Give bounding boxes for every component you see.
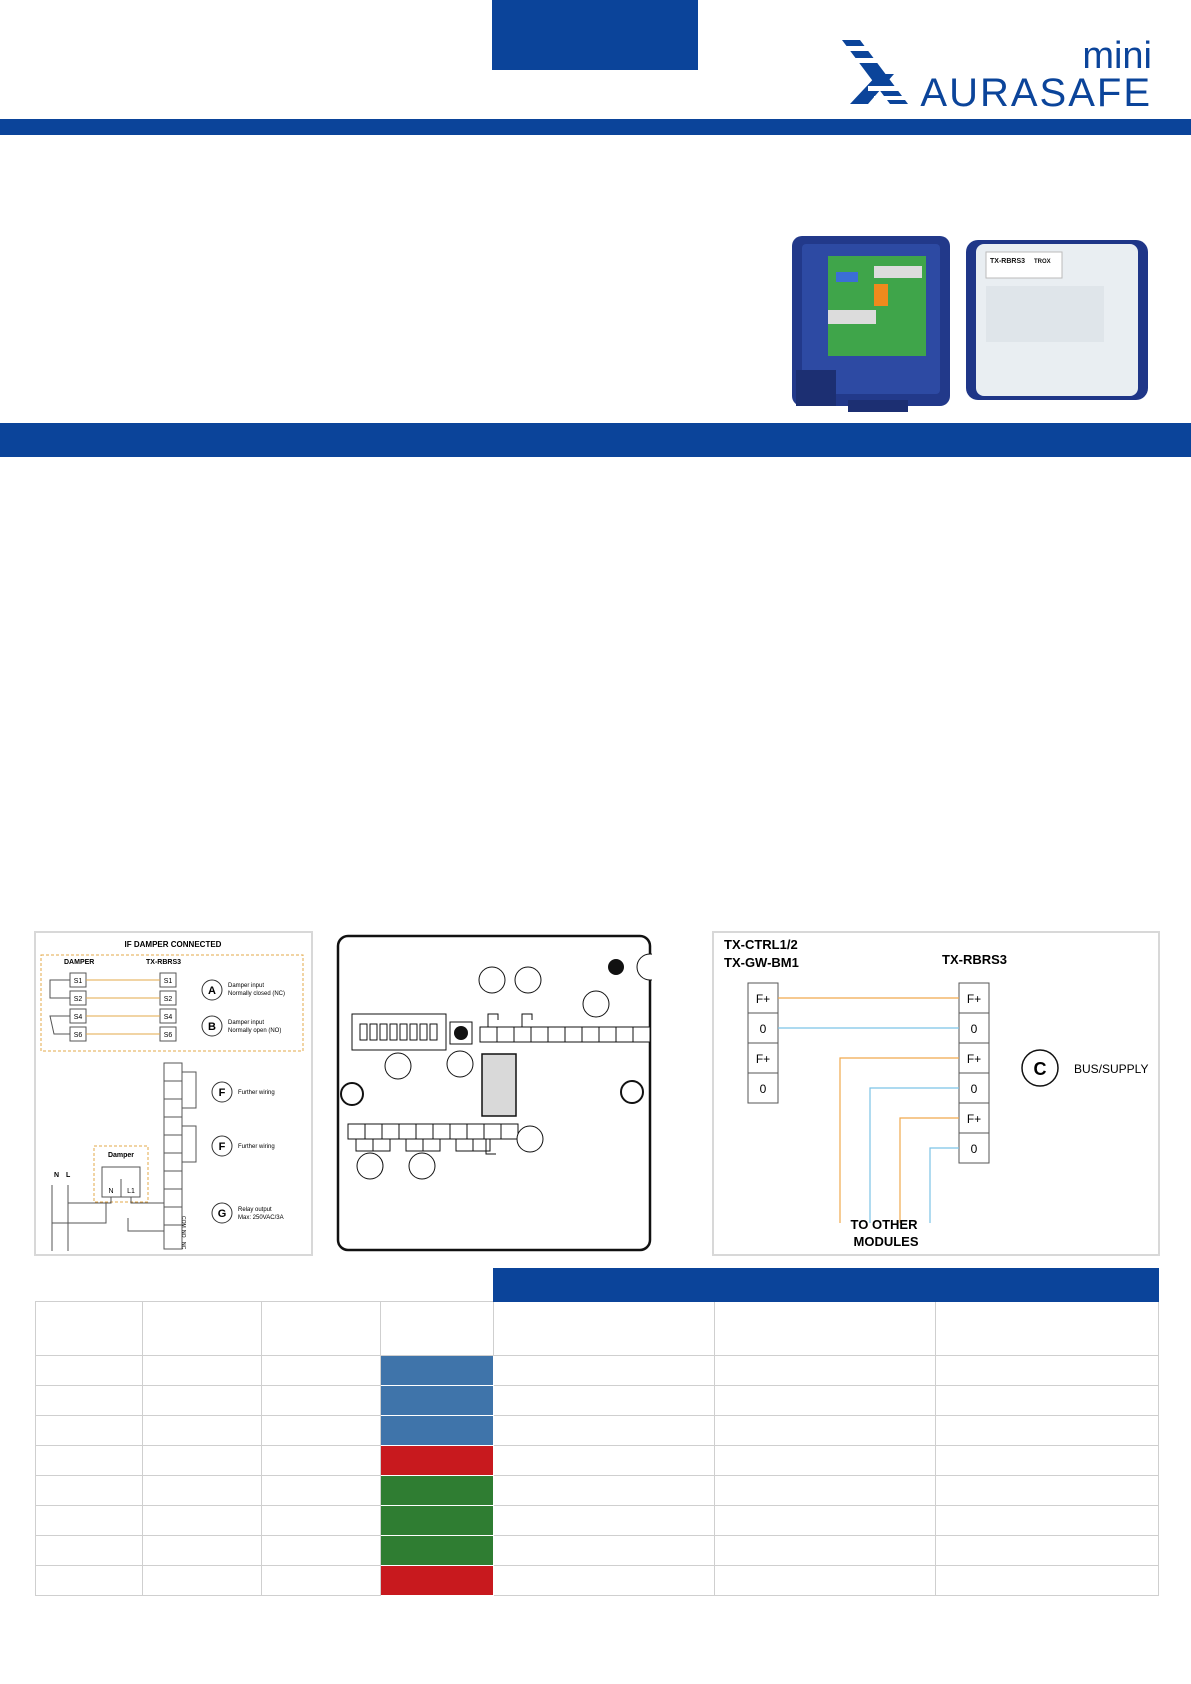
svg-text:N: N (54, 1172, 60, 1179)
table-cell (36, 1356, 143, 1386)
table-cell (262, 1356, 381, 1386)
table-cell (143, 1446, 262, 1476)
table-cell (715, 1356, 936, 1386)
table-cell (494, 1506, 715, 1536)
brand-mini: mini (1082, 35, 1152, 77)
module-terminal: S1 (163, 978, 173, 985)
terminal-rows (50, 973, 176, 1041)
table-cell (494, 1536, 715, 1566)
bus-left-title-2: TX-GW-BM1 (724, 955, 799, 970)
status-color-cell (381, 1566, 494, 1596)
table-cell (262, 1506, 381, 1536)
bus-left-title-1: TX-CTRL1/2 (724, 937, 798, 952)
svg-text:B: B (208, 1021, 216, 1033)
svg-text:F+: F+ (966, 1112, 982, 1126)
svg-text:NO: NO (180, 1230, 186, 1238)
status-color-cell (381, 1416, 494, 1446)
table-cell (143, 1386, 262, 1416)
col-module: TX-RBRS3 (146, 959, 182, 966)
table-cell (143, 1356, 262, 1386)
left-terminals (748, 983, 778, 1103)
svg-text:Damper: Damper (107, 1152, 135, 1159)
callout-a (202, 980, 285, 1000)
callout-f-1 (212, 1082, 275, 1102)
table-row (36, 1356, 1159, 1386)
callout-empty (447, 1051, 473, 1077)
svg-text:F: F (218, 1087, 226, 1099)
svg-text:Normally open (NO): Normally open (NO) (228, 1028, 282, 1034)
col-damper: DAMPER (64, 959, 95, 966)
svg-text:COM: COM (180, 1216, 186, 1228)
svg-text:0: 0 (970, 1142, 978, 1156)
damper-terminal: S6 (73, 1032, 83, 1039)
svg-text:F: F (218, 1141, 226, 1153)
svg-text:F+: F+ (755, 1052, 771, 1066)
svg-text:N: N (108, 1188, 114, 1195)
table-subheader-row (36, 1302, 1159, 1356)
mounting-hole (341, 1083, 363, 1105)
status-color-cell (381, 1386, 494, 1416)
status-color-cell (381, 1446, 494, 1476)
callout-empty (357, 1153, 383, 1179)
table-cell (936, 1476, 1159, 1506)
module-terminal: S4 (163, 1014, 173, 1021)
bus-wiring-diagram (712, 931, 1160, 1256)
table-cell (36, 1506, 143, 1536)
mounting-hole (621, 1081, 643, 1103)
svg-text:Relay output: Relay output (238, 1207, 272, 1213)
table-cell (936, 1566, 1159, 1596)
table-cell (936, 1536, 1159, 1566)
table-cell (36, 1536, 143, 1566)
bus-right-title: TX-RBRS3 (942, 952, 1008, 967)
table-cell (494, 1476, 715, 1506)
table-cell (494, 1566, 715, 1596)
table-cell (143, 1566, 262, 1596)
table-cell (262, 1416, 381, 1446)
damper-terminal: S1 (73, 978, 83, 985)
table-cell (936, 1506, 1159, 1536)
table-cell (715, 1566, 936, 1596)
table-cell (715, 1386, 936, 1416)
callout-empty (583, 991, 609, 1017)
table-cell (143, 1416, 262, 1446)
table-row (36, 1536, 1159, 1566)
table-row (36, 1566, 1159, 1596)
svg-text:Damper input: Damper input (228, 983, 265, 989)
table-cell (262, 1386, 381, 1416)
table-header-row (36, 1269, 1159, 1302)
status-color-cell (381, 1536, 494, 1566)
svg-text:L: L (66, 1172, 71, 1179)
damper-diagram-title: IF DAMPER CONNECTED (124, 940, 222, 949)
table-cell (936, 1386, 1159, 1416)
terminal-block-top (480, 1027, 650, 1042)
photo-label: TX-RBRS3 (990, 258, 1026, 265)
callout-empty (385, 1053, 411, 1079)
table-cell (715, 1416, 936, 1446)
damper-terminal: S4 (73, 1014, 83, 1021)
table-cell (494, 1446, 715, 1476)
table-cell (36, 1446, 143, 1476)
table-cell (715, 1536, 936, 1566)
table-cell (36, 1386, 143, 1416)
module-terminal: S6 (163, 1032, 173, 1039)
table-cell (262, 1536, 381, 1566)
table-cell (262, 1446, 381, 1476)
callout-f-2 (212, 1136, 275, 1156)
svg-text:L1: L1 (127, 1188, 135, 1195)
table-header-cell (715, 1269, 936, 1302)
aurasafe-logo (838, 34, 1158, 110)
table-row (36, 1506, 1159, 1536)
svg-text:Max: 250VAC/3A: Max: 250VAC/3A (238, 1215, 284, 1221)
bus-wires (778, 998, 959, 1223)
svg-text:F+: F+ (966, 992, 982, 1006)
callout-empty (479, 967, 505, 993)
svg-text:F+: F+ (966, 1052, 982, 1066)
table-header-cell (494, 1269, 715, 1302)
brand-name: AURASAFE (920, 71, 1152, 110)
svg-text:0: 0 (970, 1082, 978, 1096)
photo-maker: TROX (1034, 259, 1051, 265)
callout-empty (517, 1126, 543, 1152)
svg-text:G: G (217, 1208, 227, 1220)
bus-bottom-label-2: MODULES (853, 1234, 919, 1249)
header-band (0, 119, 1191, 135)
section-band (0, 423, 1191, 457)
status-color-cell (381, 1356, 494, 1386)
svg-text:Further wiring: Further wiring (238, 1144, 275, 1150)
board-layout-diagram (336, 934, 652, 1252)
status-color-cell (381, 1476, 494, 1506)
damper-wiring-diagram (34, 931, 313, 1256)
table-cell (262, 1566, 381, 1596)
callout-g (212, 1203, 284, 1223)
svg-text:Normally closed (NC): Normally closed (NC) (228, 991, 286, 997)
table-cell (715, 1506, 936, 1536)
table-cell (36, 1566, 143, 1596)
table-cell (36, 1416, 143, 1446)
table-row (36, 1416, 1159, 1446)
right-terminals (959, 983, 989, 1163)
relay (482, 1054, 516, 1116)
table-cell (936, 1446, 1159, 1476)
svg-text:0: 0 (759, 1022, 767, 1036)
table-row (36, 1446, 1159, 1476)
table-cell (143, 1536, 262, 1566)
status-table (35, 1268, 1158, 1596)
module-terminal: S2 (163, 996, 173, 1003)
table-row (36, 1386, 1159, 1416)
callout-b (202, 1016, 281, 1036)
callout-c (1022, 1050, 1148, 1086)
table-cell (936, 1356, 1159, 1386)
svg-text:0: 0 (970, 1022, 978, 1036)
svg-text:NC: NC (180, 1242, 186, 1250)
svg-text:C: C (1033, 1059, 1047, 1079)
table-cell (262, 1476, 381, 1506)
table-cell (143, 1506, 262, 1536)
table-cell (715, 1446, 936, 1476)
table-header-cell (936, 1269, 1159, 1302)
status-color-cell (381, 1506, 494, 1536)
callout-empty (409, 1153, 435, 1179)
svg-text:F+: F+ (755, 992, 771, 1006)
product-photo (788, 230, 1160, 415)
terminal-strip (164, 1063, 196, 1250)
table-cell (494, 1386, 715, 1416)
header-tab (492, 0, 698, 70)
damper-terminal: S2 (73, 996, 83, 1003)
damper-actuator (94, 1146, 148, 1202)
svg-text:A: A (208, 985, 216, 997)
x-logo-icon (840, 40, 914, 104)
table-cell (494, 1356, 715, 1386)
table-cell (494, 1416, 715, 1446)
svg-text:BUS/SUPPLY: BUS/SUPPLY (1074, 1062, 1149, 1076)
table-cell (36, 1476, 143, 1506)
svg-text:Damper input: Damper input (228, 1020, 265, 1026)
led-indicator (608, 959, 624, 975)
table-row (36, 1476, 1159, 1506)
bus-bottom-label-1: TO OTHER (850, 1217, 918, 1232)
table-cell (715, 1476, 936, 1506)
table-cell (143, 1476, 262, 1506)
table-cell (936, 1416, 1159, 1446)
svg-text:0: 0 (759, 1082, 767, 1096)
svg-text:Further wiring: Further wiring (238, 1090, 275, 1096)
callout-empty (515, 967, 541, 993)
